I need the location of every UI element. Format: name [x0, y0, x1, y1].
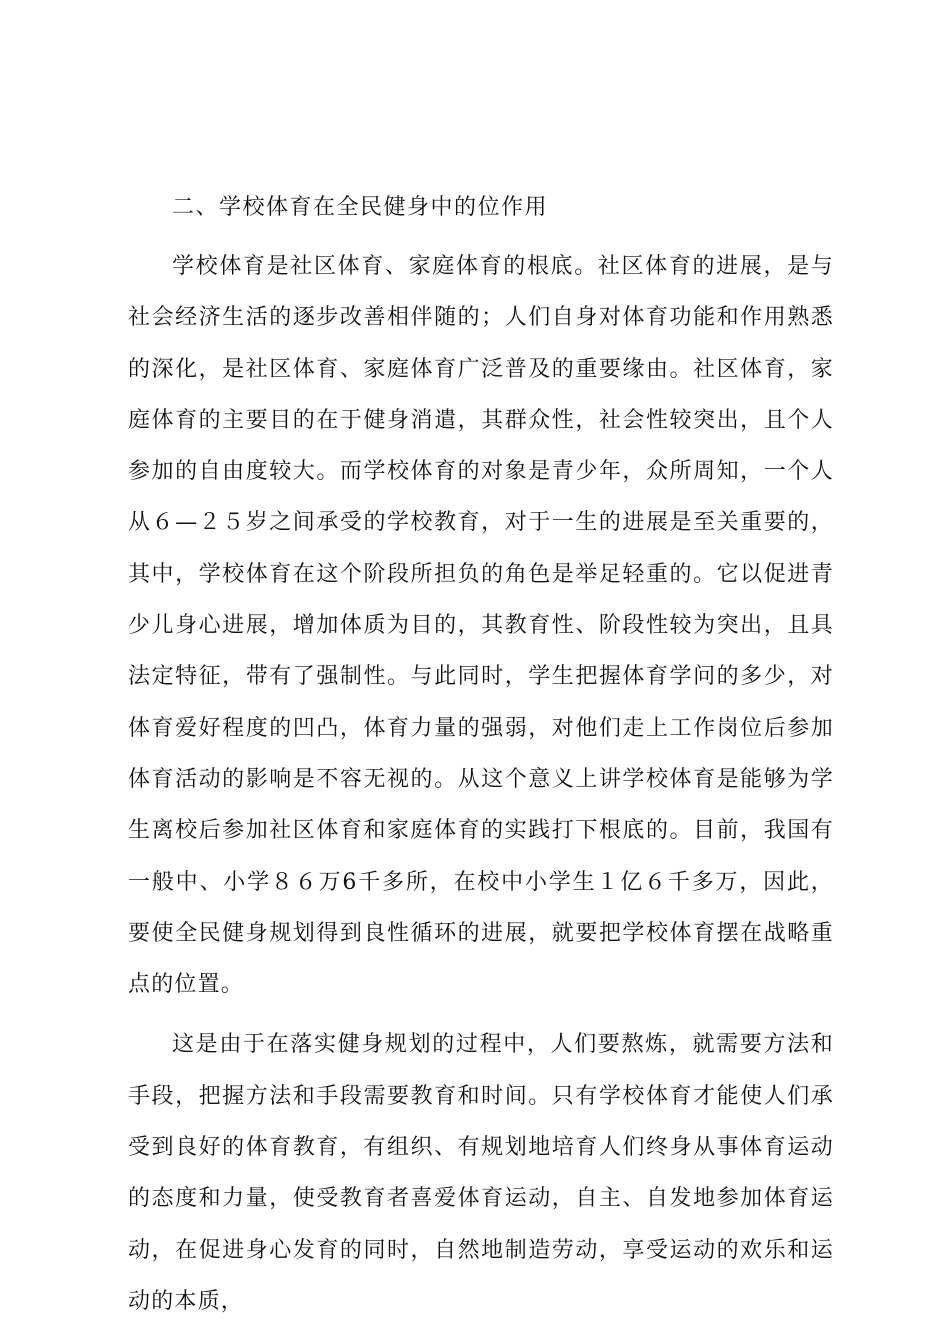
paragraph-school-sports-education: 这是由于在落实健身规划的过程中，人们要熬炼，就需要方法和手段，把握方法和手段需要教育和时间。只有学校体育才能使人们承受到良好的体育教育，有组织、有规划地培育人们终身从事体育运动的态度和力量，使受教育者喜爱体育运动，自主、自发地参加体育运动，在促进身心发育的同时，自然地制造劳动，享受运动的欢乐和运动的本质，: [128, 1032, 834, 1314]
document-body: [128, 186, 834, 1327]
section-heading: 二、学校体育在全民健身中的位作用: [172, 195, 549, 220]
paragraph-school-sports-foundation: 学校体育是社区体育、家庭体育的根底。社区体育的进展，是与社会经济生活的逐步改善相伴随的；人们自身对体育功能和作用熟悉的深化，是社区体育、家庭体育广泛普及的重要缘由。社区体育，家庭体育的主要目的在于健身消遣，其群众性，社会性较突出，且个人参加的自由度较大。而学校体育的对象是青少年，众所周知，一个人从６—２５岁之间承受的学校教育，对于一生的进展是至关重要的，其中，学校体育在这个阶段所担负的角色是举足轻重的。它以促进青少儿身心进展，增加体质为目的，其教育性、阶段性较为突出，且具法定特征，带有了强制性。与此同时，学生把握体育学问的多少，对体育爱好程度的凹凸，体育力量的强弱，对他们走上工作岗位后参加体育活动的影响是不容无视的。从这个意义上讲学校体育是能够为学生离校后参加社区体育和家庭体育的实践打下根底的。目前，我国有一般中、小学８６万6千多所，在校中小学生１亿６千多万，因此，要使全民健身规划得到良性循环的进展，就要把学校体育摆在战略重点的位置。: [128, 254, 834, 998]
